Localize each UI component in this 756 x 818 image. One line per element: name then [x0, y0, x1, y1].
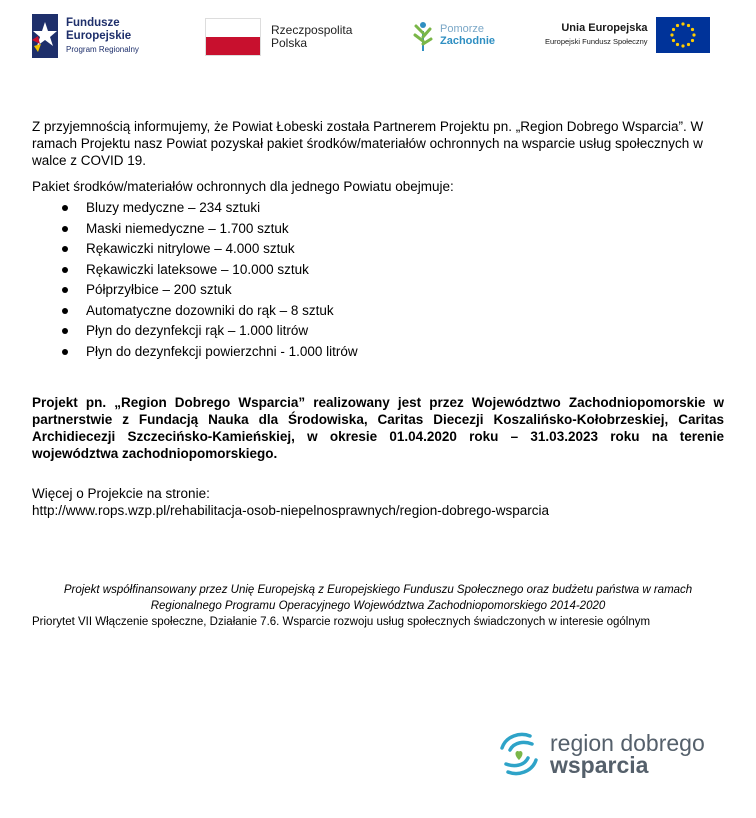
logo-bar [0, 0, 756, 70]
list-item: Płyn do dezynfekcji rąk – 1.000 litrów [32, 322, 724, 343]
pomorze-line2: Zachodnie [440, 35, 496, 47]
package-heading: Pakiet środków/materiałów ochronnych dla jednego Powiatu obejmuje: [32, 179, 454, 194]
fundusze-line1: Fundusze [66, 16, 120, 29]
list-item: Maski niemedyczne – 1.700 sztuk [32, 220, 724, 241]
fundusze-line3: Program Regionalny [66, 44, 139, 54]
polish-flag-icon [205, 18, 261, 56]
fundusze-line2: Europejskie [66, 29, 132, 42]
footer-line3: Priorytet VII Włączenie społeczne, Działanie 7.6. Wsparcie rozwoju usług społecznych świadczonych w interesie ogólnym [32, 616, 651, 628]
unia-europejska-logo [545, 17, 710, 53]
unia-line2: Europejski Fundusz Społeczny [545, 37, 648, 46]
project-url: http://www.rops.wzp.pl/rehabilitacja-osob-niepelnosprawnych/region-dobrego-wsparcia [32, 503, 550, 518]
more-info-label: Więcej o Projekcie na stronie: [32, 486, 210, 501]
list-item: Rękawiczki nitrylowe – 4.000 sztuk [32, 240, 724, 261]
unia-line1: Unia Europejska [561, 22, 648, 34]
pomorze-tree-icon [410, 17, 436, 53]
footer-line1: Projekt współfinansowany przez Unię Europejską z Europejskiego Funduszu Społecznego oraz budżetu państwa w ramach [63, 584, 693, 596]
fundusze-europejskie-logo [32, 14, 139, 58]
list-item: Półprzyłbice – 200 sztuk [32, 281, 724, 302]
project-info-paragraph: Projekt pn. „Region Dobrego Wsparcia” realizowany jest przez Województwo Zachodniopomorskie w partnerstwie z Fundacją Nauka dla Środowiska, Caritas Diecezji Koszalińsko-Kołobrzeskiej, Caritas Archidiecezji Szczecińsko-Kamieńskiej, w okresie 01.04.2020 roku – 31.03.2023 roku na terenie województwa zachodniopomorskiego. [32, 395, 724, 461]
list-item: Bluzy medyczne – 234 sztuki [32, 199, 724, 220]
list-item: Automatyczne dozowniki do rąk – 8 sztuk [32, 302, 724, 323]
region-dobrego-wsparcia-logo [496, 728, 705, 780]
pomorze-zachodnie-logo [410, 17, 495, 53]
footer-line2: Regionalnego Programu Operacyjnego Województwa Zachodniopomorskiego 2014-2020 [150, 600, 606, 612]
intro-paragraph: Z przyjemnością informujemy, że Powiat Łobeski została Partnerem Projektu pn. „Region Dobrego Wsparcia”. W ramach Projektu nasz Powiat pozyskał pakiet środków/materiałów ochronnych na wsparcie usług społecznych w walce z COVID 19. [32, 119, 704, 168]
package-list [32, 199, 724, 363]
list-item: Rękawiczki lateksowe – 10.000 sztuk [32, 261, 724, 282]
list-item: Płyn do dezynfekcji powierzchni - 1.000 litrów [32, 343, 724, 364]
rzeczpospolita-line1: Rzeczpospolita [271, 23, 353, 37]
rzeczpospolita-line2: Polska [271, 36, 308, 50]
hands-heart-icon [496, 728, 542, 780]
region-line1: region dobrego [550, 730, 705, 756]
funding-footer [32, 582, 724, 630]
eu-flag-icon [656, 17, 710, 53]
region-line2: wsparcia [550, 752, 649, 778]
rzeczpospolita-logo [205, 18, 352, 56]
letter-body [32, 118, 724, 519]
pomorze-line1: Pomorze [440, 23, 485, 35]
fundusze-star-icon [32, 14, 58, 58]
